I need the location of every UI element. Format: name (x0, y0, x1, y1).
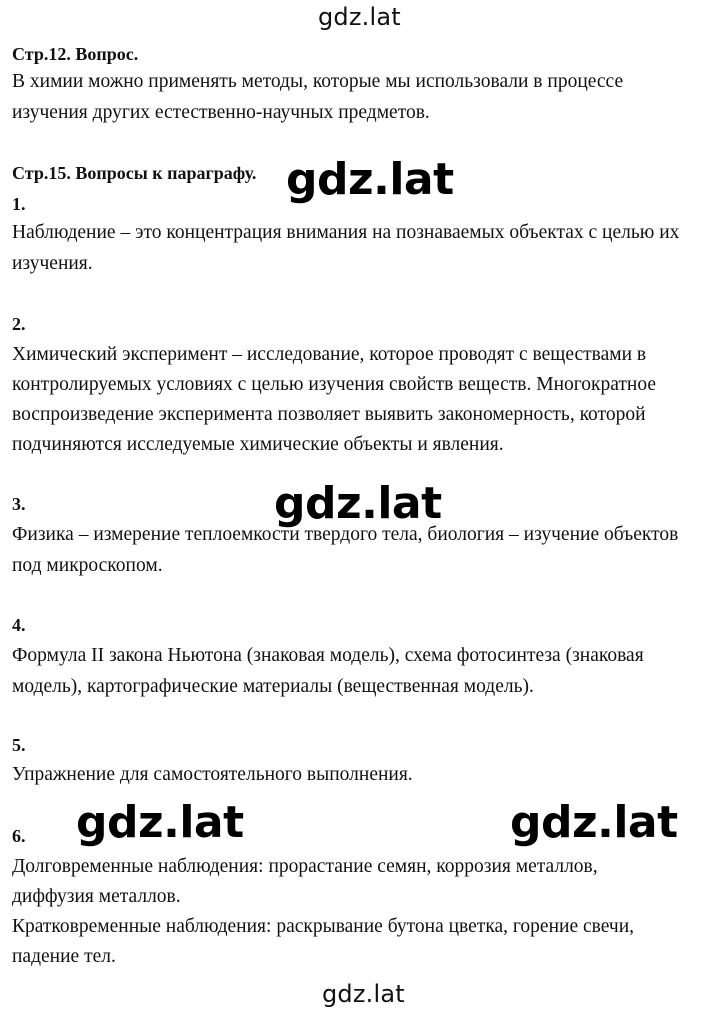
watermark-bottom: gdz.lat (322, 980, 405, 1008)
watermark-top: gdz.lat (318, 3, 401, 31)
section-heading-p12: Стр.12. Вопрос. (12, 44, 139, 64)
section-heading-p15: Стр.15. Вопросы к параграфу. (12, 163, 257, 183)
answer-line: Кратковременные наблюдения: раскрывание бутона цветка, горение свечи, (12, 916, 635, 937)
answer-number: 6. (12, 826, 26, 846)
answer-line: контролируемых условиях с целью изучения свойств веществ. Многократное (12, 374, 656, 395)
watermark-large: gdz.lat (76, 797, 244, 848)
answer-line: Упражнение для самостоятельного выполнения. (12, 764, 413, 785)
answer-line: подчиняются исследуемые химические объекты и явления. (12, 434, 504, 455)
watermark-large: gdz.lat (286, 154, 454, 205)
answer-number: 4. (12, 615, 26, 635)
answer-number: 3. (12, 494, 26, 514)
answer-line: диффузия металлов. (12, 886, 181, 907)
answer-line: воспроизведение эксперимента позволяет выявить закономерность, которой (12, 404, 646, 425)
watermark-large: gdz.lat (274, 478, 442, 529)
answer-number: 5. (12, 735, 26, 755)
answer-line: падение тел. (12, 946, 116, 967)
answer-number: 1. (12, 194, 26, 214)
answer-line: модель), картографические материалы (вещественная модель). (12, 676, 534, 697)
answer-line: изучения. (12, 253, 93, 274)
answer-line: Химический эксперимент – исследование, которое проводят с веществами в (12, 344, 647, 365)
answer-line: Формула II закона Ньютона (знаковая модель), схема фотосинтеза (знаковая (12, 645, 644, 666)
body-line: В химии можно применять методы, которые мы использовали в процессе (12, 71, 624, 92)
answer-line: Физика – измерение теплоемкости твердого тела, биология – изучение объектов (12, 524, 679, 545)
answer-number: 2. (12, 314, 26, 334)
watermark-large: gdz.lat (510, 797, 678, 848)
body-line: изучения других естественно-научных предметов. (12, 102, 430, 123)
answer-line: под микроскопом. (12, 555, 163, 576)
answer-line: Долговременные наблюдения: прорастание семян, коррозия металлов, (12, 856, 598, 877)
answer-line: Наблюдение – это концентрация внимания на познаваемых объектах с целью их (12, 222, 680, 243)
